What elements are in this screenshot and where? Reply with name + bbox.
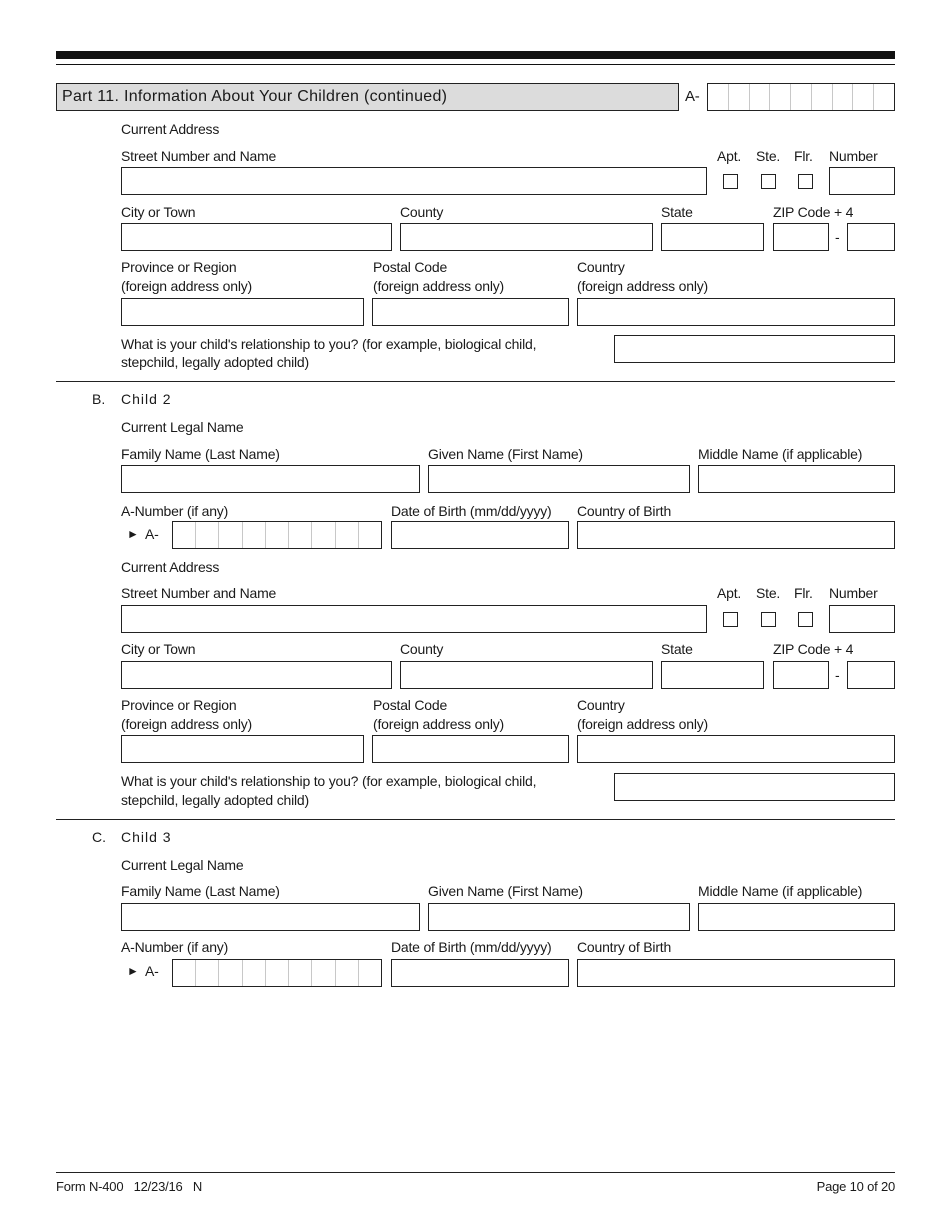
current-legal-name-label: Current Legal Name: [121, 419, 244, 435]
city-input[interactable]: [121, 223, 392, 251]
middle-name-input[interactable]: [698, 903, 895, 931]
relationship-input[interactable]: [614, 773, 895, 801]
a-number-label: A-Number (if any): [121, 939, 229, 955]
province-input[interactable]: [121, 298, 364, 326]
current-legal-name-label: Current Legal Name: [121, 857, 244, 873]
apt-label: Apt.: [717, 148, 742, 164]
postal-code-input[interactable]: [372, 298, 569, 326]
a-number-input[interactable]: [172, 521, 382, 549]
number-label: Number: [829, 148, 878, 164]
given-name-input[interactable]: [428, 465, 690, 493]
province-sublabel: (foreign address only): [121, 278, 252, 294]
section-b-letter: B.: [92, 391, 106, 407]
given-name-input[interactable]: [428, 903, 690, 931]
country-sublabel: (foreign address only): [577, 278, 708, 294]
country-of-birth-input[interactable]: [577, 521, 895, 549]
section-c-title: Child 3: [121, 829, 172, 845]
section-divider: [56, 381, 895, 382]
country-of-birth-input[interactable]: [577, 959, 895, 987]
current-address-label: Current Address: [121, 121, 220, 137]
footer-rule: [56, 1172, 895, 1173]
section-b-title: Child 2: [121, 391, 172, 407]
country-label: Country: [577, 259, 625, 275]
given-name-label: Given Name (First Name): [428, 883, 583, 899]
county-input[interactable]: [400, 223, 653, 251]
zip-input[interactable]: [773, 223, 829, 251]
family-name-label: Family Name (Last Name): [121, 883, 280, 899]
postal-label: Postal Code: [373, 259, 448, 275]
apt-checkbox[interactable]: [723, 174, 738, 189]
county-input[interactable]: [400, 661, 653, 689]
country-input[interactable]: [577, 298, 895, 326]
dob-label: Date of Birth (mm/dd/yyyy): [391, 939, 552, 955]
family-name-input[interactable]: [121, 903, 420, 931]
unit-number-input[interactable]: [829, 167, 895, 195]
a-number-input[interactable]: [172, 959, 382, 987]
country-of-birth-label: Country of Birth: [577, 503, 672, 519]
relationship-label: What is your child's relationship to you? (for example, biological child,: [121, 336, 537, 352]
postal-sublabel: (foreign address only): [373, 278, 504, 294]
state-input[interactable]: [661, 223, 764, 251]
given-name-label: Given Name (First Name): [428, 446, 583, 462]
top-thick-rule: [56, 51, 895, 59]
apt-label: Apt.: [717, 585, 742, 601]
zip-label: ZIP Code + 4: [773, 204, 854, 220]
ste-checkbox[interactable]: [761, 612, 776, 627]
top-thin-rule: [56, 64, 895, 65]
county-label: County: [400, 641, 444, 657]
family-name-label: Family Name (Last Name): [121, 446, 280, 462]
ste-checkbox[interactable]: [761, 174, 776, 189]
a-number-label: A-Number (if any): [121, 503, 229, 519]
relationship-sublabel: stepchild, legally adopted child): [121, 354, 309, 370]
zip-label: ZIP Code + 4: [773, 641, 854, 657]
relationship-sublabel: stepchild, legally adopted child): [121, 792, 309, 808]
arrow-icon: ►: [127, 964, 139, 978]
province-label: Province or Region: [121, 697, 237, 713]
middle-name-label: Middle Name (if applicable): [698, 883, 863, 899]
country-label: Country: [577, 697, 625, 713]
footer-form-id: Form N-400 12/23/16 N: [56, 1179, 203, 1194]
header-a-number-input[interactable]: [707, 83, 895, 111]
postal-sublabel: (foreign address only): [373, 716, 504, 732]
city-label: City or Town: [121, 204, 196, 220]
postal-label: Postal Code: [373, 697, 448, 713]
apt-checkbox[interactable]: [723, 612, 738, 627]
flr-label: Flr.: [794, 148, 813, 164]
state-label: State: [661, 204, 693, 220]
footer-page-number: Page 10 of 20: [816, 1179, 895, 1194]
number-label: Number: [829, 585, 878, 601]
zip-input[interactable]: [773, 661, 829, 689]
dob-input[interactable]: [391, 959, 569, 987]
flr-checkbox[interactable]: [798, 174, 813, 189]
dob-label: Date of Birth (mm/dd/yyyy): [391, 503, 552, 519]
a-prefix-label: A-: [145, 526, 159, 542]
province-label: Province or Region: [121, 259, 237, 275]
relationship-label: What is your child's relationship to you? (for example, biological child,: [121, 773, 537, 789]
arrow-icon: ►: [127, 527, 139, 541]
flr-label: Flr.: [794, 585, 813, 601]
state-input[interactable]: [661, 661, 764, 689]
part-11-heading: Part 11. Information About Your Children (continued): [56, 83, 679, 111]
province-input[interactable]: [121, 735, 364, 763]
zip4-input[interactable]: [847, 223, 895, 251]
city-input[interactable]: [121, 661, 392, 689]
flr-checkbox[interactable]: [798, 612, 813, 627]
dob-input[interactable]: [391, 521, 569, 549]
city-label: City or Town: [121, 641, 196, 657]
state-label: State: [661, 641, 693, 657]
ste-label: Ste.: [756, 148, 781, 164]
unit-number-input[interactable]: [829, 605, 895, 633]
postal-code-input[interactable]: [372, 735, 569, 763]
header-a-number-label: A-: [685, 88, 700, 105]
country-input[interactable]: [577, 735, 895, 763]
current-address-label: Current Address: [121, 559, 220, 575]
street-input[interactable]: [121, 167, 707, 195]
family-name-input[interactable]: [121, 465, 420, 493]
street-label: Street Number and Name: [121, 148, 277, 164]
middle-name-input[interactable]: [698, 465, 895, 493]
middle-name-label: Middle Name (if applicable): [698, 446, 863, 462]
street-input[interactable]: [121, 605, 707, 633]
ste-label: Ste.: [756, 585, 781, 601]
zip-dash: -: [835, 229, 840, 245]
street-label: Street Number and Name: [121, 585, 277, 601]
country-of-birth-label: Country of Birth: [577, 939, 672, 955]
province-sublabel: (foreign address only): [121, 716, 252, 732]
county-label: County: [400, 204, 444, 220]
country-sublabel: (foreign address only): [577, 716, 708, 732]
relationship-input[interactable]: [614, 335, 895, 363]
zip-dash: -: [835, 667, 840, 683]
section-c-letter: C.: [92, 829, 106, 845]
a-prefix-label: A-: [145, 963, 159, 979]
section-divider: [56, 819, 895, 820]
zip4-input[interactable]: [847, 661, 895, 689]
